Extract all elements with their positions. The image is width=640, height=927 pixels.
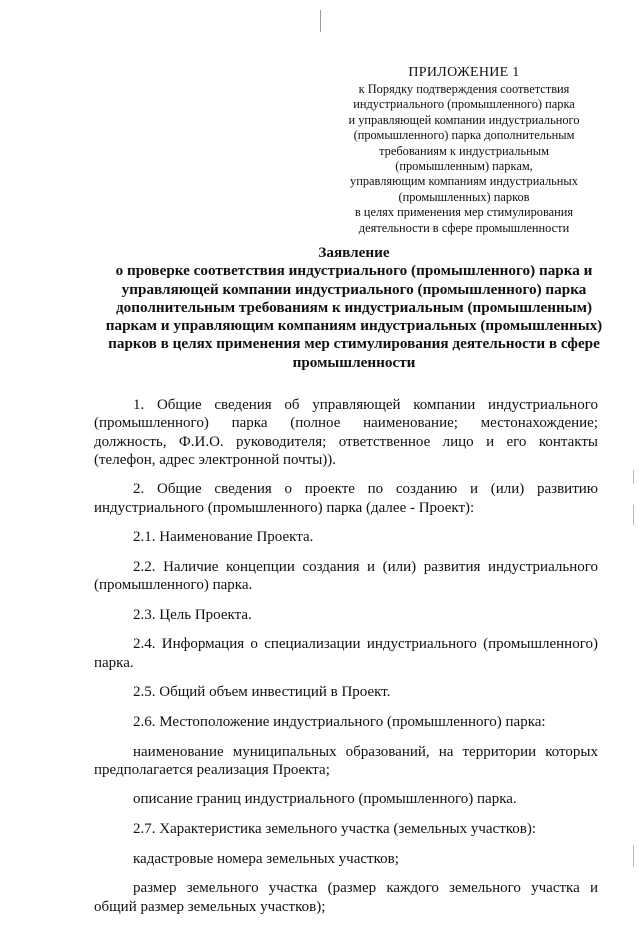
scan-edge-mark	[633, 845, 634, 867]
title-line: управляющей компании индустриального (промышленного) парка	[121, 280, 587, 298]
paragraph-2: 2. Общие сведения о проекте по созданию и (или) развитию индустриального (промышленного) парка (далее - Проект):	[94, 481, 598, 516]
appendix-line: управляющим компаниям индустриальных	[350, 174, 578, 189]
top-margin-mark	[320, 10, 321, 32]
paragraph-2-5: 2.5. Общий объем инвестиций в Проект.	[133, 684, 391, 701]
title-main: Заявление	[318, 244, 390, 261]
paragraph-2-7-cadastral: кадастровые номера земельных участков;	[133, 850, 399, 867]
appendix-line: к Порядку подтверждения соответствия	[358, 82, 570, 96]
title-line: паркам и управляющим компаниям индустриальных (промышленных)	[105, 317, 603, 335]
title-line: парков в целях применения мер стимулирования деятельности в сфере	[108, 335, 600, 353]
paragraph-2-2: 2.2. Наличие концепции создания и (или) развития индустриального (промышленного) парка.	[94, 558, 598, 594]
title-line: о проверке соответствия индустриального (промышленного) парка и	[115, 262, 593, 280]
paragraph-2-6-municipalities: наименование муниципальных образований, на территории которых предполагается реализация Проекта;	[94, 743, 598, 778]
appendix-line: в целях применения мер стимулирования	[354, 205, 574, 220]
scan-edge-mark	[633, 470, 634, 484]
paragraph-1: 1. Общие сведения об управляющей компании индустриального (промышленного) парка (полное наименование; местонахождение; должность, Ф.И.О. руководителя; ответственное лицо и его контакты (телефон, адрес электронной почты)).	[94, 397, 598, 468]
paragraph-2-4: 2.4. Информация о специализации индустриального (промышленного) парка.	[94, 636, 598, 671]
title-line: дополнительным требованиям к индустриальным (промышленным)	[115, 298, 593, 316]
paragraph-2-3: 2.3. Цель Проекта.	[133, 606, 252, 623]
paragraph-2-7: 2.7. Характеристика земельного участка (земельных участков):	[133, 821, 537, 838]
appendix-line: и управляющей компании индустриального	[348, 112, 580, 127]
appendix-line: деятельности в сфере промышленности	[358, 220, 570, 235]
appendix-line: (промышленного) парка дополнительным	[353, 128, 575, 143]
appendix-line: требованиям к индустриальным	[379, 143, 549, 158]
paragraph-2-1: 2.1. Наименование Проекта.	[133, 529, 314, 546]
appendix-heading: ПРИЛОЖЕНИЕ 1	[408, 65, 520, 80]
title-line: промышленности	[292, 353, 416, 371]
appendix-line: (промышленным) паркам,	[395, 159, 533, 174]
scan-edge-mark	[633, 505, 634, 525]
appendix-block	[338, 64, 590, 236]
paragraph-2-7-size: размер земельного участка (размер каждого земельного участка и общий размер земельных участков);	[94, 880, 598, 915]
document-body	[94, 396, 598, 927]
appendix-line: (промышленных) парков	[398, 189, 530, 204]
paragraph-2-6: 2.6. Местоположение индустриального (промышленного) парка:	[133, 713, 546, 730]
document-title	[88, 244, 620, 372]
appendix-line: индустриального (промышленного) парка	[353, 97, 575, 112]
paragraph-2-6-boundaries: описание границ индустриального (промышленного) парка.	[133, 791, 517, 808]
